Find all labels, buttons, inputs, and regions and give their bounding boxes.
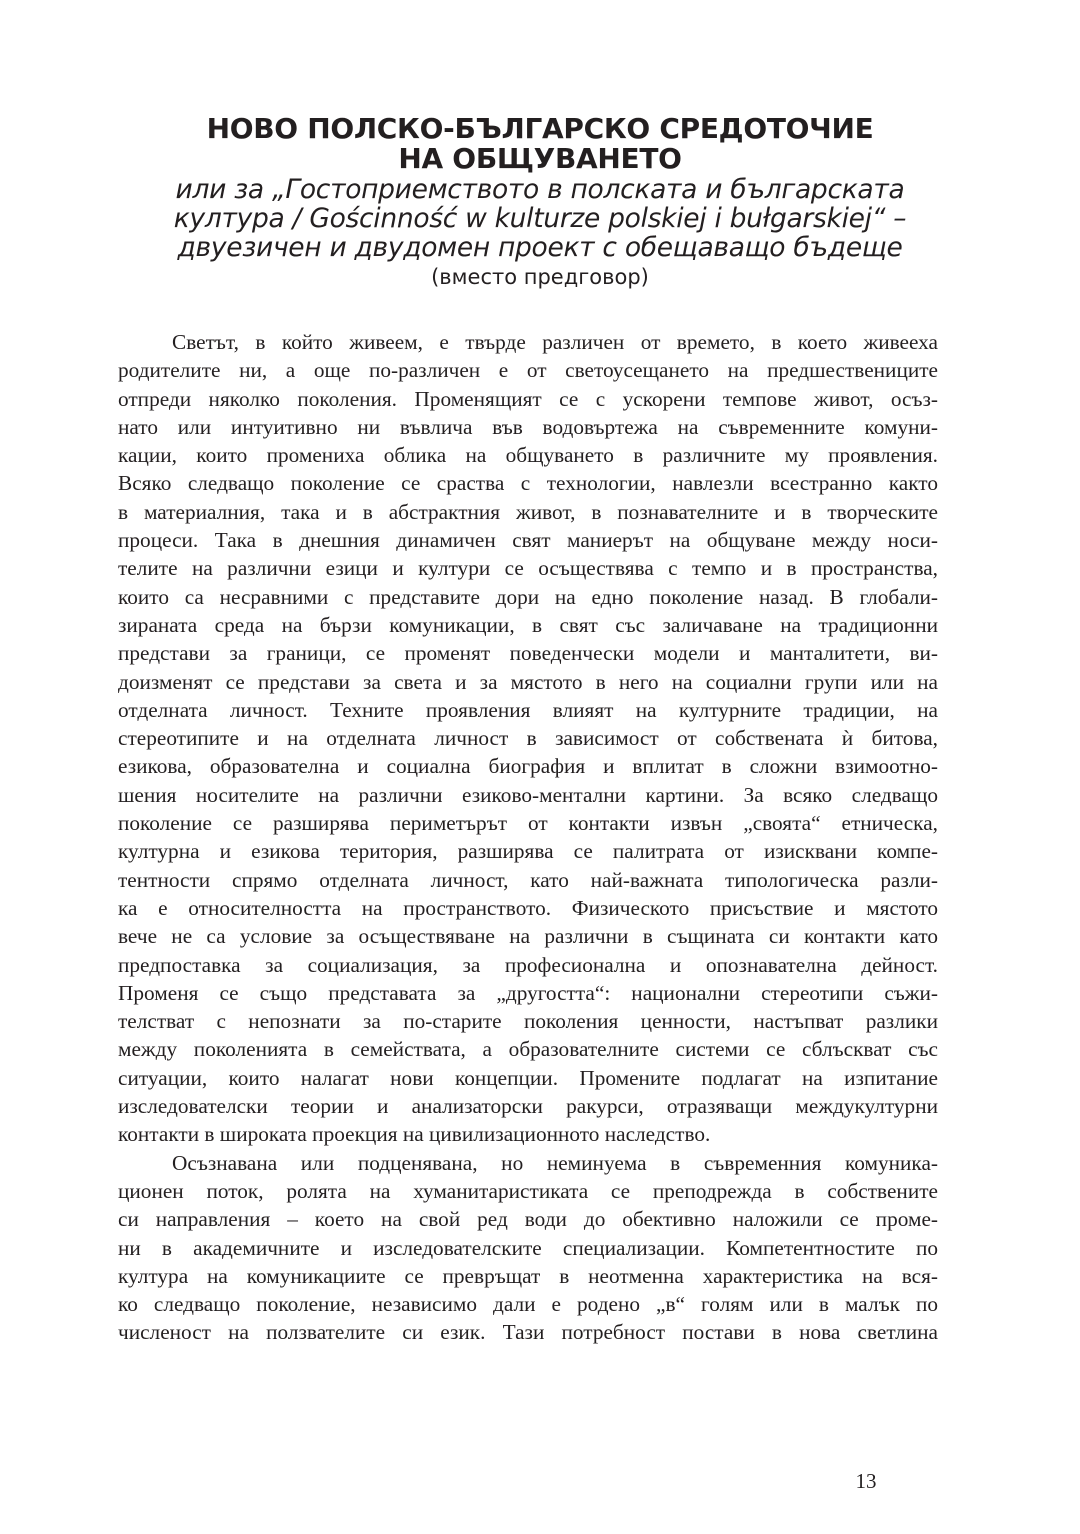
text-line: ка е относителността на пространството. Физическото присъствие и мястото xyxy=(118,895,938,920)
chapter-title-line-2: НА ОБЩУВАНЕТО xyxy=(398,142,682,175)
text-line: изследователски теории и анализаторски ракурси, отразяващи междукултурни xyxy=(118,1094,938,1119)
chapter-subtitle-line-3: двуезичен и двудомен проект с обещаващо бъдеще xyxy=(177,232,903,263)
chapter-subtitle-line-1: или за „Гостоприемството в полската и българската xyxy=(175,174,905,205)
text-line: Светът, в който живеем, е твърде различен от времето, в което живееха xyxy=(172,330,938,354)
text-line: в материалния, така и в абстрактния живот, в познавателните и в творческите xyxy=(118,499,938,524)
text-line: езикова, образователна и социална биография и вплитат в сложни взимоотно- xyxy=(118,754,938,779)
chapter-title-line-1: НОВО ПОЛСКО-БЪЛГАРСКО СРЕДОТОЧИЕ xyxy=(206,112,874,145)
text-line: ционен поток, ролята на хуманитаристиката се преподрежда в собствените xyxy=(118,1178,938,1203)
text-line: предпоставка за социализация, за професионална и опознавателна дейност. xyxy=(118,952,938,977)
text-line: ко следващо поколение, независимо дали е родено „в“ голям или в малък по xyxy=(118,1292,938,1317)
text-line: Всяко следващо поколение се сраства с технологии, навлезли всестранно както xyxy=(118,471,938,496)
paragraph xyxy=(118,1149,938,1347)
text-line: вече не са условие за осъществяване на различни в същината си контакти като xyxy=(118,924,938,949)
text-line: тентности спрямо отделната личност, като най-важната типологическа разли- xyxy=(118,867,938,892)
text-line: нато или интуитивно ни въвлича във водовъртежа на съвременните комуни- xyxy=(118,414,938,439)
text-line: които са несравними с представите дори на едно поколение назад. В глобали- xyxy=(118,584,938,609)
text-line: шения носителите на различни езиково-ментални картини. За всяко следващо xyxy=(118,782,938,807)
chapter-subtitle-line-2: култура / Gościnność w kulturze polskiej i bułgarskiej“ – xyxy=(173,203,907,234)
text-line: отделната личност. Техните проявления влияят на културните традиции, на xyxy=(118,697,938,722)
text-line: Променя се също представата за „другостта“: национални стереотипи съжи- xyxy=(118,980,938,1005)
text-line: културна и езикова територия, разширява се палитрата от изисквани компе- xyxy=(118,839,938,864)
text-line: ни в академичните и изследователските специализации. Компетентностите по xyxy=(118,1235,938,1260)
text-line: кации, които промениха облика на общуването в различните му проявления. xyxy=(118,443,938,468)
chapter-note: (вместо предговор) xyxy=(431,265,649,289)
text-line: родителите ни, а още по-различен е от светоусещането на предшествениците xyxy=(118,358,938,383)
text-line: ситуации, които налагат нови концепции. Промените подлагат на изпитание xyxy=(118,1065,938,1090)
text-line: стереотипите и на отделната личност в зависимост от собствената ѝ битова, xyxy=(118,726,938,751)
text-line: процеси. Така в днешния динамичен свят маниерът на общуване между носи- xyxy=(118,528,938,553)
text-line: зираната среда на бързи комуникации, в свят със заличаване на традиционни xyxy=(118,612,938,637)
text-line: телстват с непознати за по-старите поколения ценности, настъпват разлики xyxy=(118,1009,938,1034)
text-line: контакти в широката проекция на цивилизационното наследство. xyxy=(118,1122,711,1147)
text-line: численост на ползвателите си език. Тази потребност постави в нова светлина xyxy=(118,1320,938,1345)
paragraph xyxy=(118,328,938,1149)
text-line: си направления – което на свой ред води до обективно наложили се проме- xyxy=(118,1207,938,1232)
text-line: култура на комуникациите се превръщат в неотменна характеристика на вся- xyxy=(118,1263,938,1288)
text-line: Осъзнавана или подценявана, но неминуема в съвременния комуника- xyxy=(172,1150,938,1175)
text-line: представи за граници, се променят поведенчески модели и манталитети, ви- xyxy=(118,641,938,666)
text-line: доизменят се представи за света и за мястото в него на социални групи или на xyxy=(118,669,938,694)
text-line: поколение се разширява периметърът от контакти извън „своята“ етническа, xyxy=(118,811,938,836)
body-text xyxy=(118,328,938,1347)
text-line: отпреди няколко поколения. Променящият се с ускорени темпове живот, осъз- xyxy=(118,386,938,411)
text-line: телите на различни езици и култури се осъществява с темпо и в пространства, xyxy=(118,556,938,581)
text-line: между поколенията в семействата, а образователните системи се сблъскват със xyxy=(118,1037,938,1062)
chapter-heading xyxy=(140,114,940,291)
page-number: 13 xyxy=(855,1469,877,1493)
